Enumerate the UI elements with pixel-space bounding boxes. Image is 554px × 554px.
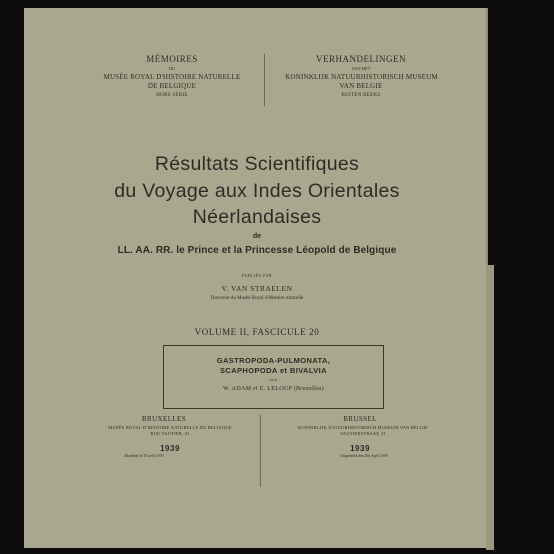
footer-divider	[260, 415, 261, 487]
header-left-series: HORS SÉRIE	[156, 93, 188, 98]
fascicle-title-line-1: GASTROPODA-PULMONATA,	[216, 356, 331, 365]
main-title-line-1: Résultats Scientifiques	[154, 153, 360, 175]
footer-left-city: BRUXELLES	[141, 415, 187, 423]
footer-right-address: VAUTIERSTRAAT, 31	[340, 431, 386, 436]
main-title-line-2: du Voyage aux Indes Orientales	[114, 180, 400, 202]
header-left-country: DE BELGIQUE	[147, 82, 197, 90]
document-cover	[24, 8, 488, 548]
fascicle-box	[163, 345, 384, 409]
editor-role: Directeur du Musée Royal d'Histoire naturelle	[210, 296, 304, 301]
title-royals: LL. AA. RR. le Prince et la Princesse Léopold de Belgique	[117, 245, 397, 256]
footer-left-address: RUE VAUTIER, 31	[150, 431, 190, 436]
volume-label: VOLUME II, FASCICULE 20	[194, 327, 320, 337]
main-title-line-3: Néerlandaises	[192, 206, 322, 228]
header-right-van-het: VAN HET	[351, 66, 371, 71]
cover-edge-tab	[486, 265, 494, 550]
fascicle-authors: W. ADAM et E. LELOUP (Bruxelles)	[223, 386, 324, 392]
fascicle-title-line-2: SCAPHOPODA et BIVALVIA	[219, 366, 327, 375]
header-left-du: DU	[168, 66, 176, 71]
header-right-title: VERHANDELINGEN	[316, 54, 406, 64]
footer-left-institution: MUSÉE ROYAL D'HISTOIRE NATURELLE DE BELGIQUE	[108, 425, 232, 430]
header-left-title: MÉMOIRES	[146, 54, 198, 64]
footer-left-distribution: Distribué le 30 avril 1939	[124, 454, 164, 458]
editor-name: V. VAN STRAELEN	[221, 284, 293, 293]
footer-right-institution: KONINKLIJK NATUURHISTORISCH MUSEUM VAN BELGIE	[297, 425, 428, 430]
footer-right-year: 1939	[350, 444, 370, 453]
fascicle-par: PAR	[269, 378, 278, 382]
footer-right-distribution: Uitgedeeld den 30n April 1939	[340, 454, 388, 458]
title-de: de	[252, 233, 262, 240]
header-right-country: VAN BELGIE	[339, 82, 383, 90]
header-right-institution: KONINKLIJK NATUURHISTORISCH MUSEUM	[285, 73, 438, 81]
footer-left-year: 1939	[160, 444, 180, 453]
published-by: PUBLIÉS PAR	[241, 273, 273, 278]
header-divider	[264, 54, 265, 106]
header-right-series: BUITEN REEKS	[341, 93, 381, 98]
footer-right-city: BRUSSEL	[343, 415, 377, 423]
header-left-institution: MUSÉE ROYAL D'HISTOIRE NATURELLE	[103, 73, 241, 81]
